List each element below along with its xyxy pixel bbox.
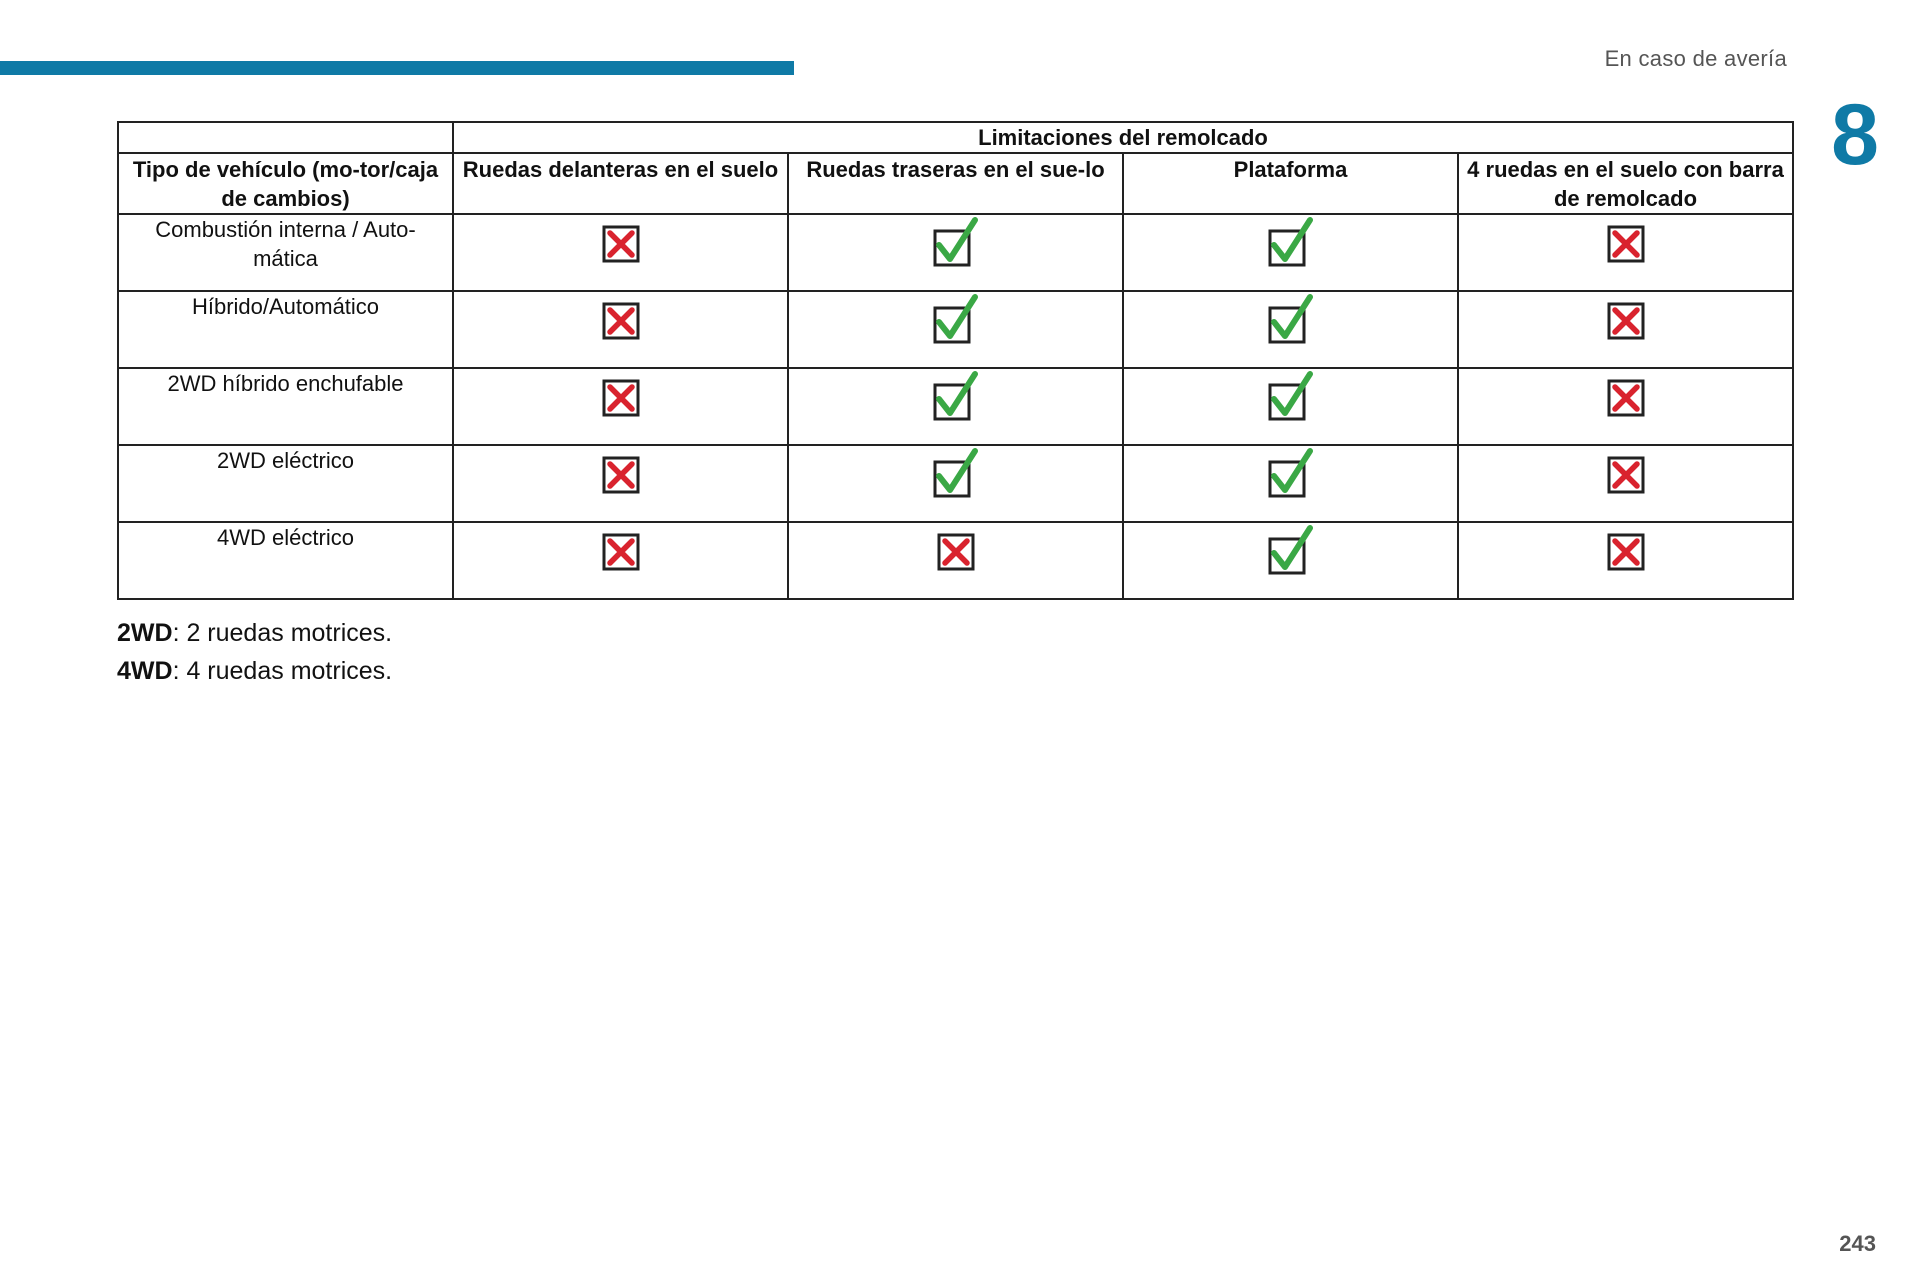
allowed-cell bbox=[788, 368, 1123, 445]
allowed-cell bbox=[1123, 291, 1458, 368]
vehicle-type-cell: 2WD eléctrico bbox=[118, 445, 453, 522]
table-row bbox=[118, 522, 1793, 599]
cross-icon bbox=[598, 371, 644, 421]
checkmark-icon bbox=[1268, 294, 1314, 344]
checkmark-icon bbox=[1268, 371, 1314, 421]
column-header: 4 ruedas en el suelo con barra de remolcado bbox=[1458, 153, 1793, 214]
cross-icon bbox=[598, 294, 644, 344]
cross-icon bbox=[1603, 448, 1649, 498]
page-number: 243 bbox=[1839, 1231, 1876, 1256]
allowed-cell bbox=[1123, 522, 1458, 599]
allowed-cell bbox=[1123, 368, 1458, 445]
column-header: Plataforma bbox=[1123, 153, 1458, 214]
not-allowed-cell bbox=[453, 291, 788, 368]
cross-icon bbox=[1603, 294, 1649, 344]
column-header: Ruedas delanteras en el suelo bbox=[453, 153, 788, 214]
allowed-cell bbox=[1123, 445, 1458, 522]
not-allowed-cell bbox=[1458, 291, 1793, 368]
checkmark-icon bbox=[933, 371, 979, 421]
legend-term: 4WD bbox=[117, 657, 173, 685]
group-header: Limitaciones del remolcado bbox=[453, 122, 1793, 153]
section-title: En caso de avería bbox=[1604, 46, 1787, 71]
not-allowed-cell bbox=[453, 522, 788, 599]
corner-cell bbox=[118, 122, 453, 153]
legend-term: 2WD bbox=[117, 619, 173, 647]
top-accent-bar bbox=[0, 61, 794, 75]
cross-icon bbox=[598, 448, 644, 498]
cross-icon bbox=[598, 525, 644, 575]
legend-definition: : 2 ruedas motrices. bbox=[172, 619, 393, 647]
checkmark-icon bbox=[933, 294, 979, 344]
allowed-cell bbox=[1123, 214, 1458, 291]
checkmark-icon bbox=[1268, 525, 1314, 575]
not-allowed-cell bbox=[788, 522, 1123, 599]
checkmark-icon bbox=[1268, 217, 1314, 267]
vehicle-type-cell: 4WD eléctrico bbox=[118, 522, 453, 599]
table-row bbox=[118, 214, 1793, 291]
not-allowed-cell bbox=[453, 214, 788, 291]
vehicle-type-cell: Híbrido/Automático bbox=[118, 291, 453, 368]
vehicle-type-cell: 2WD híbrido enchufable bbox=[118, 368, 453, 445]
allowed-cell bbox=[788, 291, 1123, 368]
checkmark-icon bbox=[933, 217, 979, 267]
cross-icon bbox=[1603, 525, 1649, 575]
cross-icon bbox=[598, 217, 644, 267]
not-allowed-cell bbox=[1458, 214, 1793, 291]
allowed-cell bbox=[788, 445, 1123, 522]
towing-limits-table bbox=[117, 121, 1794, 600]
checkmark-icon bbox=[933, 448, 979, 498]
cross-icon bbox=[1603, 217, 1649, 267]
cross-icon bbox=[1603, 371, 1649, 421]
vehicle-type-cell: Combustión interna / Auto-mática bbox=[118, 214, 453, 291]
not-allowed-cell bbox=[453, 445, 788, 522]
allowed-cell bbox=[788, 214, 1123, 291]
not-allowed-cell bbox=[453, 368, 788, 445]
checkmark-icon bbox=[1268, 448, 1314, 498]
table-row bbox=[118, 291, 1793, 368]
cross-icon bbox=[933, 525, 979, 575]
table-row bbox=[118, 445, 1793, 522]
not-allowed-cell bbox=[1458, 522, 1793, 599]
vehicle-type-header: Tipo de vehículo (mo-tor/caja de cambios) bbox=[118, 153, 453, 214]
not-allowed-cell bbox=[1458, 445, 1793, 522]
table-row bbox=[118, 368, 1793, 445]
chapter-number: 8 bbox=[1831, 87, 1879, 183]
legend-definition: : 4 ruedas motrices. bbox=[172, 657, 393, 685]
column-header: Ruedas traseras en el sue-lo bbox=[788, 153, 1123, 214]
not-allowed-cell bbox=[1458, 368, 1793, 445]
legend-line bbox=[117, 656, 392, 686]
legend-line bbox=[117, 618, 392, 648]
